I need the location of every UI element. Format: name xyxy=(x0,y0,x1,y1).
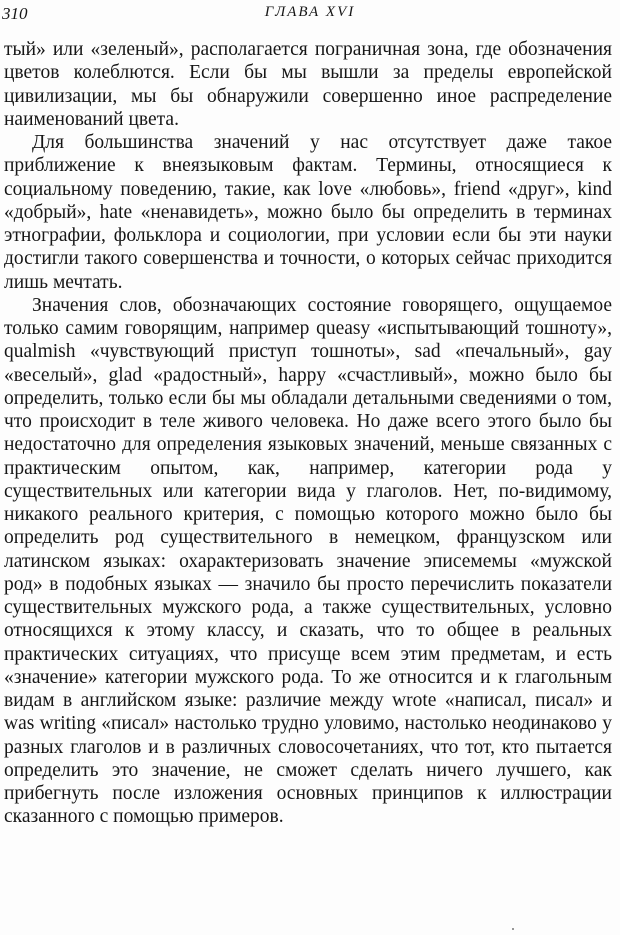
paragraph-speaker-states: Значения слов, обозначающих состояние говорящего, ощущаемое только самим говорящим, например queasy «испытывающий тошноту», qualmish «чувствующий приступ тошноты», sad «печальный», gay «веселый», glad «радостный», happy «счастливый», можно было бы определить, только если бы мы обладали детальными сведениями о том, что происходит в теле живого человека. Но даже всего этого было бы недостаточно для определения языковых значений, меньше связанных с практическим опытом, как, например, категории рода у существительных или категории вида у глаголов. Нет, по-видимому, никакого реального критерия, с помощью которого можно было бы определить род существительного в немецком, французском или латинском языках: охарактеризовать значение эписемемы «мужской род» в подобных языках — значило бы просто перечислить показатели существительных мужского рода, а также существительных, условно относящихся к этому классу, и сказать, что то общее в реальных практических ситуациях, что присуще всем этим предметам, и есть «значение» категории мужского рода. То же относится и к глагольным видам в английском языке: различие между wrote «написал, писал» и was writing «писал» настолько трудно уловимо, настолько неодинаково у разных глаголов и в различных словосочетаниях, что тот, кто пытается определить это значение, не сможет сделать ничего лучшего, как прибегнуть после изложения основных принципов к иллюстрации сказанного с помощью примеров. xyxy=(4,294,612,828)
print-speck xyxy=(512,928,514,930)
paragraph-continuation: тый» или «зеленый», располагается пограничная зона, где обозначения цветов колеблются. Если бы мы вышли за пределы европейской цивилизации, мы бы обнаружили совершенно иное распределение наименований цвета. xyxy=(4,39,612,130)
page-header xyxy=(0,4,620,26)
running-title: ГЛАВА XVI xyxy=(264,4,356,20)
page-number: 310 xyxy=(2,4,28,23)
body-text xyxy=(4,38,612,829)
paragraph-social-terms: Для большинства значений у нас отсутствует даже такое приближение к внеязыковым фактам. Термины, относящиеся к социальному поведению, такие, как love «любовь», friend «друг», kind «добрый», hate «ненавидеть», можно было бы определить в терминах этнографии, фольклора и социологии, при условии если бы эти науки достигли такого совершенства и точности, о которых сейчас приходится лишь мечтать. xyxy=(4,132,612,293)
